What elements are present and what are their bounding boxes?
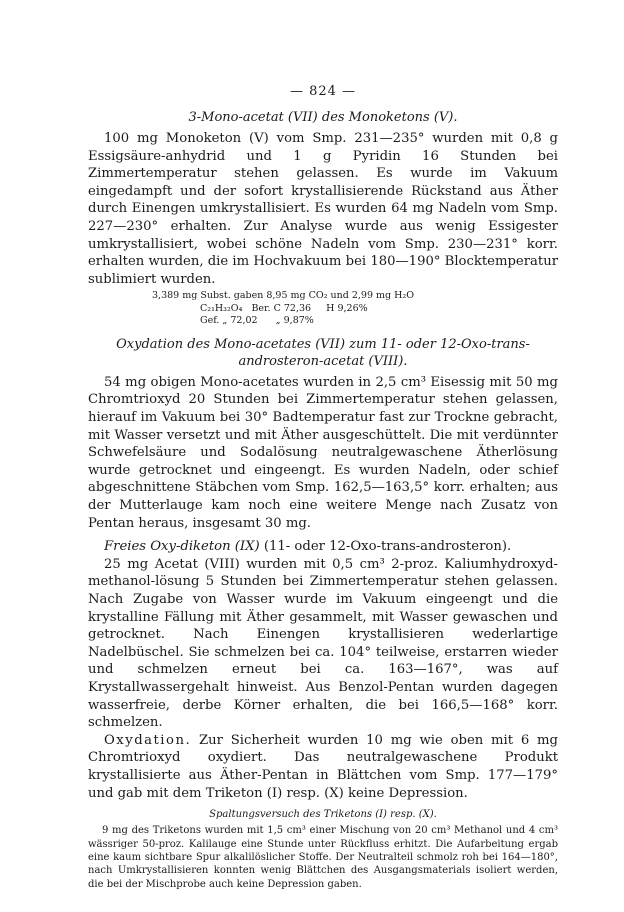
paragraph-freies-oxy-diketon: 25 mg Acetat (VIII) wurden mit 0,5 cm³ 2-proz. Kaliumhydroxyd-methanol-lösung 5 Stunden bei Zimmertemperatur stehen gelassen. Nach Zugabe von Wasser wurde im Vakuum eingeengt und die krystalline Fällung mit Äther gesammelt, mit Wasser gewaschen und getrocknet. Nach Einengen krystallisieren wederlartige Nadelbüschel. Sie schmelzen bei ca. 104° teilweise, erstarren wieder und schmelzen erneut bei ca. 163—167°, was auf Krystallwassergehalt hinweist. Aus Benzol-Pentan wurden dagegen wasserfreie, derbe Körner erhalten, die bei 166,5—168° korr. schmelzen.: [88, 556, 558, 731]
analysis-line-found: Gef. „ 72,02 „ 9,87%: [200, 315, 314, 327]
freies-oxy-diketon-subtitle: (11- oder 12-Oxo-trans-androsteron).: [259, 539, 512, 555]
analysis-line-substance: 3,389 mg Subst. gaben 8,95 mg CO₂ und 2,99 mg H₂O: [152, 290, 415, 302]
page-number: — 824 —: [289, 84, 357, 99]
oxydation-lead: Oxydation.: [104, 732, 192, 748]
document-page: [88, 84, 558, 891]
section-heading-oxydation-acetate: Oxydation des Mono-acetates (VII) zum 11- oder 12-Oxo-trans-androsteron-acetat (VIII).: [116, 336, 530, 369]
elemental-analysis: [88, 290, 558, 328]
paragraph-freies-oxy-diketon-heading: [88, 538, 558, 556]
note-paragraph-spaltungsversuch: 9 mg des Triketons wurden mit 1,5 cm³ einer Mischung von 20 cm³ Methanol und 4 cm³ wässriger 50-proz. Kalilauge eine Stunde unter Rückfluss erhitzt. Die Aufarbeitung ergab eine kaum sichtbare Spur alkalilöslicher Stoffe. Der Neutralteil schmolz roh bei 164—180°, nach Umkrystallisieren konnten wenig Blättchen des Ausgangsmaterials isoliert werden, die bei der Mischprobe auch keine Depression gaben.: [88, 825, 558, 890]
note-heading-spaltungsversuch: Spaltungsversuch des Triketons (I) resp. (X).: [209, 809, 437, 821]
analysis-line-calculated: C₂₁H₃₂O₄ Ber. C 72,36 H 9,26%: [200, 302, 368, 314]
section-heading-monoacetat: 3-Mono-acetat (VII) des Monoketons (V).: [188, 110, 458, 125]
oxydation-text: Zur Sicherheit wurden 10 mg wie oben mit 6 mg Chromtrioxyd oxydiert. Das neutralgewaschene Produkt krystallisierte aus Äther-Pentan in Blättchen vom Smp. 177—179° und gab mit dem Triketon (I) resp. (X) keine Depression.: [88, 732, 558, 801]
paragraph-oxydation-acetate: 54 mg obigen Mono-acetates wurden in 2,5 cm³ Eisessig mit 50 mg Chromtrioxyd 20 Stunden bei Zimmertemperatur stehen gelassen, hierauf im Vakuum bei 30° Badtemperatur fast zur Trockne gebracht, mit Wasser versetzt und mit Äther ausgeschüttelt. Die mit verdünnter Schwefelsäure und Sodalösung neutralgewaschene Ätherlösung wurde getrocknet und eingeengt. Es wurden Nadeln, oder schief abgeschnittene Stäbchen vom Smp. 162,5—163,5° korr. erhalten; aus der Mutterlauge kam noch eine weitere Menge nach Zusatz von Pentan heraus, insgesamt 30 mg.: [88, 374, 558, 531]
paragraph-oxydation: [88, 732, 558, 802]
paragraph-monoacetat: 100 mg Monoketon (V) vom Smp. 231—235° wurden mit 0,8 g Essigsäure-anhydrid und 1 g Pyridin 16 Stunden bei Zimmertemperatur stehen gelassen. Es wurde im Vakuum eingedampft und der sofort krystallisierende Rückstand aus Äther durch Einengen umkrystallisiert. Es wurden 64 mg Nadeln vom Smp. 227—230° erhalten. Zur Analyse wurde aus wenig Essigester umkrystallisiert, wobei schöne Nadeln vom Smp. 230—231° korr. erhalten wurden, die im Hochvakuum bei 180—190° Blocktemperatur sublimiert wurden.: [88, 131, 558, 287]
freies-oxy-diketon-title: Freies Oxy-diketon (IX): [104, 539, 260, 555]
